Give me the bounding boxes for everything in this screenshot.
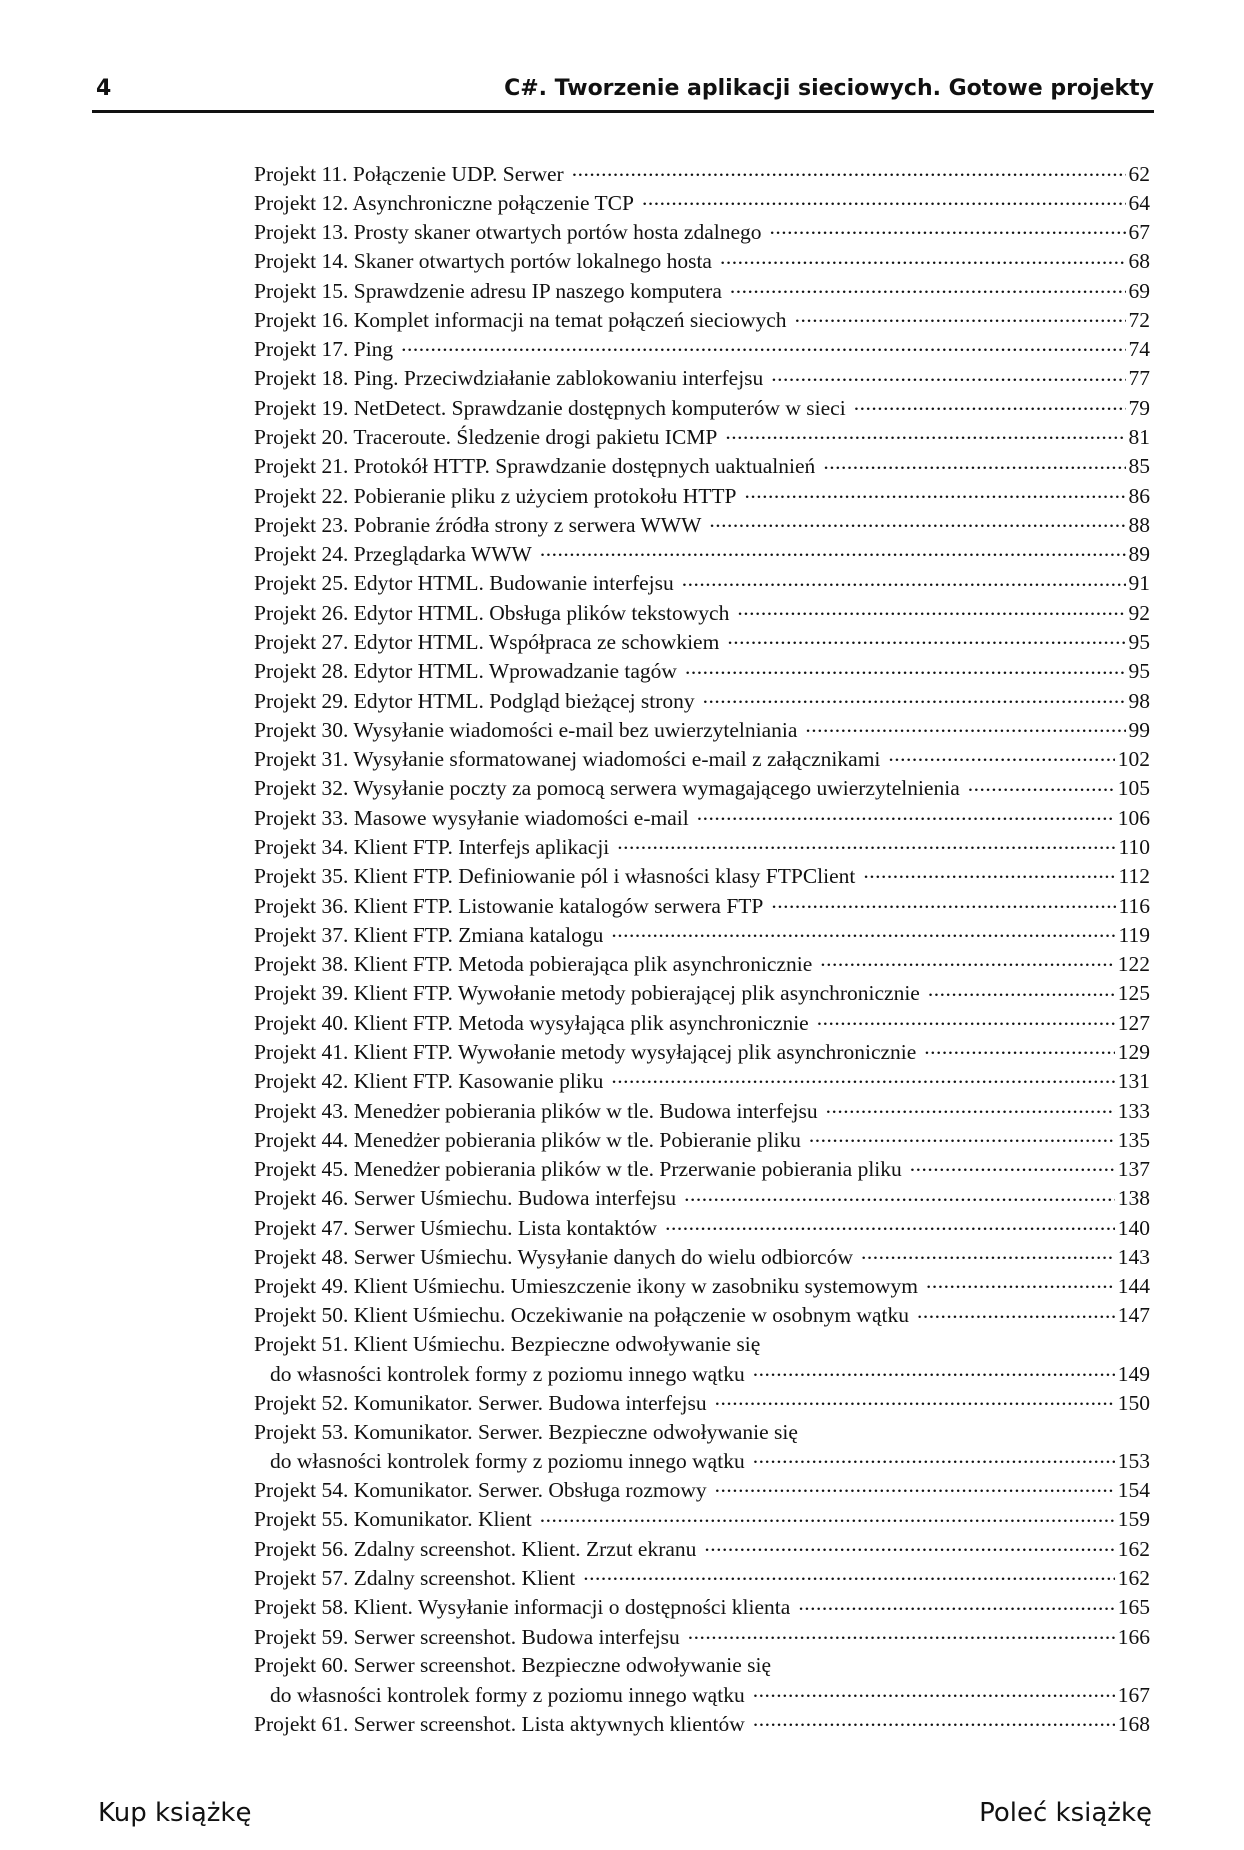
toc-entry-page: 86 <box>1128 483 1150 508</box>
toc-entry-title: Projekt 11. Połączenie UDP. Serwer <box>254 161 564 186</box>
toc-entry <box>254 1155 1150 1184</box>
page-header <box>92 72 1154 113</box>
toc-entry-title: Projekt 58. Klient. Wysyłanie informacji o dostępności klienta <box>254 1595 791 1620</box>
toc-entry <box>254 1008 1150 1037</box>
toc-entry <box>254 247 1150 276</box>
toc-entry-title: Projekt 39. Klient FTP. Wywołanie metody pobierającej plik asynchronicznie <box>254 981 920 1006</box>
toc-entry-page: 165 <box>1117 1595 1150 1620</box>
toc-entry-page: 138 <box>1117 1186 1150 1211</box>
toc-entry-title: Projekt 38. Klient FTP. Metoda pobierająca plik asynchronicznie <box>254 952 813 977</box>
toc-entry <box>254 569 1150 598</box>
toc-entry-page: 72 <box>1128 307 1150 332</box>
dot-leader <box>583 1564 1115 1586</box>
toc-entry-page: 79 <box>1128 395 1150 420</box>
toc-entry-page: 99 <box>1128 717 1150 742</box>
toc-entry-title: Projekt 29. Edytor HTML. Podgląd bieżącej strony <box>254 688 695 713</box>
dot-leader <box>697 803 1115 825</box>
dot-leader <box>861 1242 1115 1264</box>
dot-leader <box>703 686 1126 708</box>
dot-leader <box>826 1096 1115 1118</box>
dot-leader <box>753 1359 1115 1381</box>
toc-entry-page: 127 <box>1117 1010 1150 1035</box>
toc-entry <box>254 1330 1150 1388</box>
toc-entry-page: 116 <box>1118 893 1150 918</box>
toc-entry-page: 106 <box>1117 805 1150 830</box>
toc-entry <box>254 1242 1150 1271</box>
toc-entry <box>254 510 1150 539</box>
toc-entry-title: Projekt 21. Protokół HTTP. Sprawdzanie dostępnych uaktualnień <box>254 454 816 479</box>
toc-entry-page: 95 <box>1128 659 1150 684</box>
toc-entry <box>254 1534 1150 1563</box>
dot-leader <box>665 1213 1115 1235</box>
toc-entry <box>254 218 1150 247</box>
toc-entry <box>254 657 1150 686</box>
dot-leader <box>720 247 1126 269</box>
toc-entry-title: Projekt 37. Klient FTP. Zmiana katalogu <box>254 922 604 947</box>
toc-entry-page: 74 <box>1128 337 1150 362</box>
toc-entry <box>254 1125 1150 1154</box>
toc-entry <box>254 774 1150 803</box>
toc-entry <box>254 1037 1150 1066</box>
toc-entry <box>254 393 1150 422</box>
toc-entry-title: Projekt 27. Edytor HTML. Współpraca ze schowkiem <box>254 630 720 654</box>
dot-leader <box>684 1184 1115 1206</box>
toc-entry-title-continuation: do własności kontrolek formy z poziomu innego wątku <box>270 1682 745 1707</box>
toc-entry-title: Projekt 34. Klient FTP. Interfejs aplikacji <box>254 834 610 859</box>
toc-entry-title: Projekt 60. Serwer screenshot. Bezpieczne odwoływanie się <box>254 1653 772 1678</box>
toc-entry-page: 153 <box>1117 1448 1150 1473</box>
dot-leader <box>725 423 1125 445</box>
toc-entry <box>254 276 1150 305</box>
toc-entry <box>254 686 1150 715</box>
toc-entry-title: Projekt 14. Skaner otwartych portów lokalnego hosta <box>254 249 712 274</box>
toc-entry-page: 122 <box>1117 952 1150 977</box>
toc-entry-page: 154 <box>1117 1478 1150 1503</box>
dot-leader <box>744 481 1125 503</box>
toc-entry-title: Projekt 52. Komunikator. Serwer. Budowa interfejsu <box>254 1390 707 1415</box>
toc-entry-page: 133 <box>1117 1098 1150 1123</box>
toc-entry <box>254 598 1150 627</box>
dot-leader <box>917 1301 1115 1323</box>
toc-entry-title: Projekt 19. NetDetect. Sprawdzanie dostępnych komputerów w sieci <box>254 395 846 420</box>
dot-leader <box>888 745 1114 767</box>
toc-entry-page: 159 <box>1117 1507 1150 1532</box>
toc-entry-page: 89 <box>1128 542 1150 567</box>
toc-entry <box>254 1272 1150 1301</box>
dot-leader <box>753 1680 1115 1702</box>
toc-entry <box>254 423 1150 452</box>
toc-entry-page: 162 <box>1117 1536 1150 1561</box>
toc-entry-title: Projekt 59. Serwer screenshot. Budowa interfejsu <box>254 1624 680 1649</box>
toc-entry <box>254 540 1150 569</box>
toc-entry-title: Projekt 42. Klient FTP. Kasowanie pliku <box>254 1069 604 1094</box>
dot-leader <box>642 188 1126 210</box>
toc-entry-title-continuation: do własności kontrolek formy z poziomu innego wątku <box>270 1448 745 1473</box>
toc-entry-page: 67 <box>1128 220 1150 245</box>
toc-entry-page: 81 <box>1128 425 1150 450</box>
dot-leader <box>715 1476 1115 1498</box>
toc-entry <box>254 335 1150 364</box>
dot-leader <box>771 891 1115 913</box>
toc-entry-title: Projekt 53. Komunikator. Serwer. Bezpieczne odwoływanie się <box>254 1419 798 1444</box>
toc-entry-page: 140 <box>1117 1215 1150 1240</box>
dot-leader <box>572 159 1126 181</box>
toc-entry <box>254 159 1150 188</box>
buy-book-link[interactable]: Kup książkę <box>98 1798 252 1828</box>
dot-leader <box>709 510 1125 532</box>
toc-entry-title: Projekt 30. Wysyłanie wiadomości e-mail bez uwierzytelniania <box>254 717 798 742</box>
toc-entry-page: 91 <box>1128 571 1150 596</box>
toc-entry-title: Projekt 47. Serwer Uśmiechu. Lista kontaktów <box>254 1215 658 1240</box>
toc-entry <box>254 1476 1150 1505</box>
toc-entry <box>254 628 1150 657</box>
dot-leader <box>737 598 1125 620</box>
toc-entry <box>254 481 1150 510</box>
toc-entry-title: Projekt 23. Pobranie źródła strony z serwera WWW <box>254 512 702 537</box>
toc-entry <box>254 920 1150 949</box>
toc-entry-title: Projekt 36. Klient FTP. Listowanie katalogów serwera FTP <box>254 893 764 918</box>
toc-entry-page: 77 <box>1128 366 1150 391</box>
dot-leader <box>823 452 1125 474</box>
toc-entry-page: 166 <box>1117 1624 1150 1649</box>
dot-leader <box>617 832 1115 854</box>
dot-leader <box>730 276 1126 298</box>
toc-entry-page: 149 <box>1117 1361 1150 1386</box>
dot-leader <box>704 1534 1114 1556</box>
toc-entry <box>254 1564 1150 1593</box>
toc-entry <box>254 1418 1150 1476</box>
toc-entry-title: Projekt 33. Masowe wysyłanie wiadomości e-mail <box>254 805 689 830</box>
toc-entry-title: Projekt 17. Ping <box>254 337 394 362</box>
toc-entry-title: Projekt 45. Menedżer pobierania plików w tle. Przerwanie pobierania pliku <box>254 1157 902 1182</box>
toc-entry-title: Projekt 16. Komplet informacji na temat połączeń sieciowych <box>254 307 787 332</box>
toc-entry-title: Projekt 46. Serwer Uśmiechu. Budowa interfejsu <box>254 1186 677 1211</box>
dot-leader <box>715 1388 1115 1410</box>
dot-leader <box>863 862 1115 884</box>
toc-entry-title: Projekt 28. Edytor HTML. Wprowadzanie tagów <box>254 659 677 684</box>
toc-entry-page: 64 <box>1128 190 1150 215</box>
toc-entry-page: 68 <box>1128 249 1150 274</box>
toc-entry <box>254 1184 1150 1213</box>
toc-entry-page: 162 <box>1117 1566 1150 1590</box>
toc-entry-page: 144 <box>1117 1274 1150 1299</box>
toc-entry-page: 147 <box>1117 1303 1150 1328</box>
toc-entry-title: Projekt 49. Klient Uśmiechu. Umieszczenie ikony w zasobniku systemowym <box>254 1274 918 1299</box>
toc-entry-title: Projekt 56. Zdalny screenshot. Klient. Zrzut ekranu <box>254 1536 697 1561</box>
dot-leader <box>401 335 1125 357</box>
table-of-contents <box>254 159 1150 1739</box>
toc-entry-title: Projekt 26. Edytor HTML. Obsługa plików tekstowych <box>254 600 730 625</box>
toc-entry-title: Projekt 20. Traceroute. Śledzenie drogi pakietu ICMP <box>254 425 718 450</box>
toc-entry-page: 105 <box>1117 776 1150 801</box>
toc-entry-page: 95 <box>1128 630 1150 654</box>
toc-entry-page: 143 <box>1117 1244 1150 1269</box>
toc-entry-page: 112 <box>1118 864 1150 889</box>
toc-entry <box>254 1622 1150 1651</box>
toc-entry-page: 88 <box>1128 512 1150 537</box>
dot-leader <box>753 1446 1115 1468</box>
toc-entry-title: Projekt 32. Wysyłanie poczty za pomocą serwera wymagającego uwierzytelnienia <box>254 776 960 801</box>
toc-entry-page: 102 <box>1117 747 1150 772</box>
toc-entry-title: Projekt 35. Klient FTP. Definiowanie pól i własności klasy FTPClient <box>254 864 856 889</box>
toc-entry <box>254 715 1150 744</box>
dot-leader <box>611 1067 1114 1089</box>
dot-leader <box>727 628 1125 650</box>
toc-entry <box>254 979 1150 1008</box>
toc-entry-title: Projekt 61. Serwer screenshot. Lista aktywnych klientów <box>254 1711 745 1736</box>
toc-entry-title: Projekt 50. Klient Uśmiechu. Oczekiwanie na połączenie w osobnym wątku <box>254 1303 909 1328</box>
dot-leader <box>924 1037 1114 1059</box>
toc-entry-title: Projekt 22. Pobieranie pliku z użyciem protokołu HTTP <box>254 483 737 508</box>
toc-entry <box>254 1388 1150 1417</box>
toc-entry <box>254 1709 1150 1738</box>
dot-leader <box>926 1272 1115 1294</box>
toc-entry-title: Projekt 57. Zdalny screenshot. Klient <box>254 1566 576 1590</box>
toc-entry-page: 62 <box>1128 161 1150 186</box>
dot-leader <box>910 1155 1115 1177</box>
dot-leader <box>685 657 1126 679</box>
dot-leader <box>688 1622 1115 1644</box>
dot-leader <box>798 1593 1114 1615</box>
toc-entry <box>254 745 1150 774</box>
toc-entry <box>254 364 1150 393</box>
dot-leader <box>611 920 1115 942</box>
dot-leader <box>540 540 1126 562</box>
toc-entry <box>254 1651 1150 1709</box>
dot-leader <box>770 218 1126 240</box>
dot-leader <box>820 950 1114 972</box>
toc-entry <box>254 891 1150 920</box>
dot-leader <box>682 569 1126 591</box>
toc-entry-title: Projekt 31. Wysyłanie sformatowanej wiadomości e-mail z załącznikami <box>254 747 881 772</box>
dot-leader <box>928 979 1115 1001</box>
toc-entry-page: 92 <box>1128 600 1150 625</box>
toc-entry-title: Projekt 41. Klient FTP. Wywołanie metody wysyłającej plik asynchronicznie <box>254 1039 917 1064</box>
dot-leader <box>771 364 1125 386</box>
toc-entry-title: Projekt 12. Asynchroniczne połączenie TCP <box>254 190 634 215</box>
toc-entry-page: 125 <box>1117 981 1150 1006</box>
toc-entry-page: 129 <box>1117 1039 1150 1064</box>
toc-entry <box>254 832 1150 861</box>
toc-entry <box>254 950 1150 979</box>
toc-entry-title: Projekt 43. Menedżer pobierania plików w tle. Budowa interfejsu <box>254 1098 818 1123</box>
toc-entry <box>254 862 1150 891</box>
toc-entry-page: 137 <box>1117 1157 1150 1182</box>
toc-entry-page: 119 <box>1118 922 1150 947</box>
toc-entry <box>254 1096 1150 1125</box>
toc-entry <box>254 188 1150 217</box>
toc-entry-title: Projekt 15. Sprawdzenie adresu IP naszego komputera <box>254 278 722 303</box>
toc-entry-title: Projekt 40. Klient FTP. Metoda wysyłająca plik asynchronicznie <box>254 1010 809 1035</box>
running-title: C#. Tworzenie aplikacji sieciowych. Gotowe projekty <box>504 76 1154 101</box>
recommend-book-link[interactable]: Poleć książkę <box>979 1798 1152 1828</box>
dot-leader <box>540 1505 1115 1527</box>
toc-entry-title: Projekt 54. Komunikator. Serwer. Obsługa rozmowy <box>254 1478 707 1503</box>
dot-leader <box>817 1008 1115 1030</box>
dot-leader <box>968 774 1115 796</box>
toc-entry-title: Projekt 48. Serwer Uśmiechu. Wysyłanie danych do wielu odbiorców <box>254 1244 853 1269</box>
toc-entry <box>254 803 1150 832</box>
toc-entry-page: 110 <box>1118 834 1150 859</box>
toc-entry-page: 69 <box>1128 278 1150 303</box>
toc-entry <box>254 1067 1150 1096</box>
toc-entry-title: Projekt 13. Prosty skaner otwartych portów hosta zdalnego <box>254 220 762 245</box>
dot-leader <box>795 305 1126 327</box>
toc-entry-page: 135 <box>1117 1127 1150 1152</box>
toc-entry-page: 150 <box>1117 1390 1150 1415</box>
toc-entry <box>254 452 1150 481</box>
toc-entry-page: 168 <box>1117 1711 1150 1736</box>
dot-leader <box>854 393 1126 415</box>
page-number: 4 <box>96 76 112 101</box>
toc-entry-title: Projekt 24. Przeglądarka WWW <box>254 542 532 567</box>
toc-entry <box>254 1301 1150 1330</box>
toc-entry-title: Projekt 55. Komunikator. Klient <box>254 1507 532 1532</box>
toc-entry <box>254 1213 1150 1242</box>
toc-entry-page: 98 <box>1128 688 1150 713</box>
toc-entry-page: 167 <box>1117 1682 1150 1707</box>
toc-entry-title: Projekt 51. Klient Uśmiechu. Bezpieczne odwoływanie się <box>254 1332 761 1357</box>
toc-entry-page: 131 <box>1117 1069 1150 1094</box>
dot-leader <box>805 715 1125 737</box>
toc-entry-title: Projekt 18. Ping. Przeciwdziałanie zablokowaniu interfejsu <box>254 366 764 391</box>
toc-entry <box>254 1505 1150 1534</box>
toc-entry-title-continuation: do własności kontrolek formy z poziomu innego wątku <box>270 1361 745 1386</box>
dot-leader <box>809 1125 1115 1147</box>
dot-leader <box>753 1709 1115 1731</box>
toc-entry-page: 85 <box>1128 454 1150 479</box>
toc-entry <box>254 305 1150 334</box>
toc-entry-title: Projekt 25. Edytor HTML. Budowanie interfejsu <box>254 571 674 596</box>
toc-entry-title: Projekt 44. Menedżer pobierania plików w tle. Pobieranie pliku <box>254 1127 801 1152</box>
toc-entry <box>254 1593 1150 1622</box>
